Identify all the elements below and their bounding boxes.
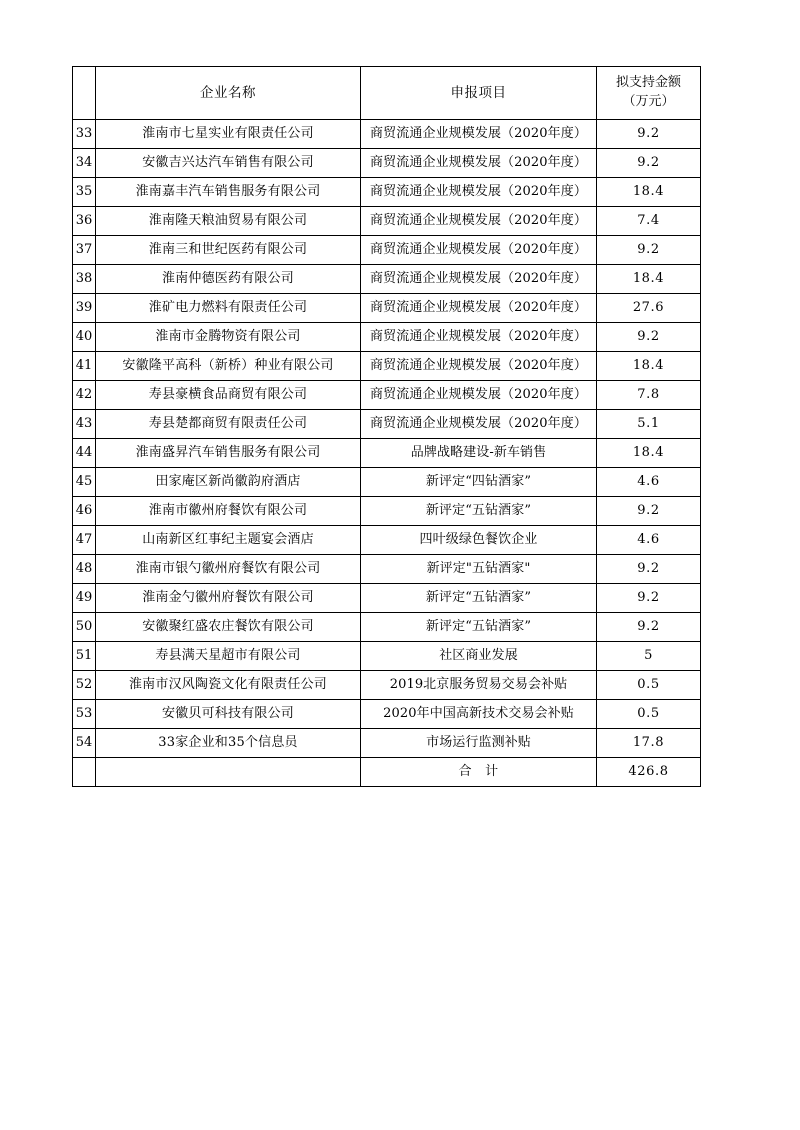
enterprise-name-cell: 寿县楚都商贸有限责任公司 <box>96 410 361 439</box>
table-row <box>73 700 701 729</box>
application-project-cell: 商贸流通企业规模发展（2020年度） <box>361 352 597 381</box>
enterprise-name-cell: 淮南隆天粮油贸易有限公司 <box>96 207 361 236</box>
table-row <box>73 120 701 149</box>
row-index-cell: 45 <box>73 468 96 497</box>
enterprise-name-cell: 淮南仲德医药有限公司 <box>96 265 361 294</box>
table-row <box>73 468 701 497</box>
proposed-amount-cell: 9.2 <box>597 584 701 613</box>
proposed-amount-cell: 18.4 <box>597 439 701 468</box>
application-project-cell: 社区商业发展 <box>361 642 597 671</box>
application-project-cell: 商贸流通企业规模发展（2020年度） <box>361 236 597 265</box>
table-row <box>73 671 701 700</box>
table-row <box>73 555 701 584</box>
enterprise-name-cell: 田家庵区新尚徽韵府酒店 <box>96 468 361 497</box>
row-index-cell: 50 <box>73 613 96 642</box>
proposed-amount-cell: 9.2 <box>597 236 701 265</box>
application-project-cell: 新评定“五钻酒家” <box>361 613 597 642</box>
proposed-amount-cell: 4.6 <box>597 526 701 555</box>
enterprise-name-cell: 淮矿电力燃料有限责任公司 <box>96 294 361 323</box>
table-row <box>73 729 701 758</box>
proposed-amount-cell: 9.2 <box>597 613 701 642</box>
proposed-amount-cell: 9.2 <box>597 555 701 584</box>
row-index-cell: 35 <box>73 178 96 207</box>
enterprise-name-cell: 安徽吉兴达汽车销售有限公司 <box>96 149 361 178</box>
proposed-amount-cell: 9.2 <box>597 497 701 526</box>
table-body <box>73 120 701 787</box>
subsidy-table-container <box>72 66 700 787</box>
column-header-application-project: 申报项目 <box>361 67 597 120</box>
table-row <box>73 265 701 294</box>
table-row <box>73 352 701 381</box>
table-header <box>73 67 701 120</box>
total-row-index-cell <box>73 758 96 787</box>
table-header-row <box>73 67 701 120</box>
application-project-cell: 商贸流通企业规模发展（2020年度） <box>361 323 597 352</box>
enterprise-name-cell: 淮南市银勺徽州府餐饮有限公司 <box>96 555 361 584</box>
table-row <box>73 323 701 352</box>
proposed-amount-cell: 17.8 <box>597 729 701 758</box>
column-header-amount-line2: （万元） <box>622 94 675 109</box>
row-index-cell: 38 <box>73 265 96 294</box>
row-index-cell: 48 <box>73 555 96 584</box>
application-project-cell: 商贸流通企业规模发展（2020年度） <box>361 265 597 294</box>
enterprise-name-cell: 淮南市徽州府餐饮有限公司 <box>96 497 361 526</box>
table-row <box>73 178 701 207</box>
row-index-cell: 37 <box>73 236 96 265</box>
application-project-cell: 四叶级绿色餐饮企业 <box>361 526 597 555</box>
enterprise-name-cell: 淮南金勺徽州府餐饮有限公司 <box>96 584 361 613</box>
row-index-cell: 40 <box>73 323 96 352</box>
column-header-proposed-amount <box>597 67 701 120</box>
enterprise-name-cell: 淮南市金腾物资有限公司 <box>96 323 361 352</box>
proposed-amount-cell: 9.2 <box>597 120 701 149</box>
enterprise-name-cell: 安徽隆平高科（新桥）种业有限公司 <box>96 352 361 381</box>
total-label-cell: 合 计 <box>361 758 597 787</box>
table-row <box>73 497 701 526</box>
proposed-amount-cell: 0.5 <box>597 700 701 729</box>
row-index-cell: 53 <box>73 700 96 729</box>
application-project-cell: 新评定“五钻酒家” <box>361 497 597 526</box>
row-index-cell: 33 <box>73 120 96 149</box>
proposed-amount-cell: 18.4 <box>597 352 701 381</box>
row-index-cell: 42 <box>73 381 96 410</box>
proposed-amount-cell: 5 <box>597 642 701 671</box>
table-row <box>73 381 701 410</box>
enterprise-name-cell: 寿县豪横食品商贸有限公司 <box>96 381 361 410</box>
row-index-cell: 41 <box>73 352 96 381</box>
application-project-cell: 新评定“四钻酒家” <box>361 468 597 497</box>
application-project-cell: 商贸流通企业规模发展（2020年度） <box>361 294 597 323</box>
row-index-cell: 49 <box>73 584 96 613</box>
table-row <box>73 642 701 671</box>
table-row <box>73 613 701 642</box>
row-index-cell: 46 <box>73 497 96 526</box>
proposed-amount-cell: 5.1 <box>597 410 701 439</box>
total-amount-cell: 426.8 <box>597 758 701 787</box>
table-row <box>73 149 701 178</box>
table-total-row <box>73 758 701 787</box>
column-header-enterprise-name: 企业名称 <box>96 67 361 120</box>
proposed-amount-cell: 18.4 <box>597 265 701 294</box>
application-project-cell: 商贸流通企业规模发展（2020年度） <box>361 120 597 149</box>
enterprise-name-cell: 寿县满天星超市有限公司 <box>96 642 361 671</box>
enterprise-name-cell: 淮南市汉风陶瓷文化有限责任公司 <box>96 671 361 700</box>
proposed-amount-cell: 0.5 <box>597 671 701 700</box>
enterprise-name-cell: 淮南市七星实业有限责任公司 <box>96 120 361 149</box>
enterprise-name-cell: 淮南三和世纪医药有限公司 <box>96 236 361 265</box>
table-row <box>73 207 701 236</box>
total-row-name-cell <box>96 758 361 787</box>
column-header-index <box>73 67 96 120</box>
application-project-cell: 市场运行监测补贴 <box>361 729 597 758</box>
column-header-amount-line1: 拟支持金额 <box>615 75 681 91</box>
application-project-cell: 2019北京服务贸易交易会补贴 <box>361 671 597 700</box>
application-project-cell: 2020年中国高新技术交易会补贴 <box>361 700 597 729</box>
row-index-cell: 47 <box>73 526 96 555</box>
table-row <box>73 584 701 613</box>
row-index-cell: 52 <box>73 671 96 700</box>
proposed-amount-cell: 9.2 <box>597 323 701 352</box>
application-project-cell: 商贸流通企业规模发展（2020年度） <box>361 149 597 178</box>
application-project-cell: 新评定"五钻酒家" <box>361 555 597 584</box>
table-row <box>73 236 701 265</box>
application-project-cell: 商贸流通企业规模发展（2020年度） <box>361 207 597 236</box>
proposed-amount-cell: 18.4 <box>597 178 701 207</box>
proposed-amount-cell: 7.4 <box>597 207 701 236</box>
row-index-cell: 54 <box>73 729 96 758</box>
enterprise-name-cell: 山南新区红事纪主题宴会酒店 <box>96 526 361 555</box>
table-row <box>73 439 701 468</box>
application-project-cell: 新评定“五钻酒家” <box>361 584 597 613</box>
enterprise-name-cell: 淮南嘉丰汽车销售服务有限公司 <box>96 178 361 207</box>
enterprise-name-cell: 淮南盛昇汽车销售服务有限公司 <box>96 439 361 468</box>
row-index-cell: 51 <box>73 642 96 671</box>
application-project-cell: 商贸流通企业规模发展（2020年度） <box>361 178 597 207</box>
row-index-cell: 36 <box>73 207 96 236</box>
row-index-cell: 44 <box>73 439 96 468</box>
proposed-amount-cell: 27.6 <box>597 294 701 323</box>
application-project-cell: 商贸流通企业规模发展（2020年度） <box>361 410 597 439</box>
application-project-cell: 品牌战略建设-新车销售 <box>361 439 597 468</box>
table-row <box>73 294 701 323</box>
enterprise-name-cell: 安徽聚红盛农庄餐饮有限公司 <box>96 613 361 642</box>
table-row <box>73 526 701 555</box>
proposed-amount-cell: 9.2 <box>597 149 701 178</box>
subsidy-table <box>72 66 701 787</box>
row-index-cell: 39 <box>73 294 96 323</box>
enterprise-name-cell: 33家企业和35个信息员 <box>96 729 361 758</box>
row-index-cell: 43 <box>73 410 96 439</box>
enterprise-name-cell: 安徽贝可科技有限公司 <box>96 700 361 729</box>
row-index-cell: 34 <box>73 149 96 178</box>
proposed-amount-cell: 7.8 <box>597 381 701 410</box>
application-project-cell: 商贸流通企业规模发展（2020年度） <box>361 381 597 410</box>
table-row <box>73 410 701 439</box>
proposed-amount-cell: 4.6 <box>597 468 701 497</box>
